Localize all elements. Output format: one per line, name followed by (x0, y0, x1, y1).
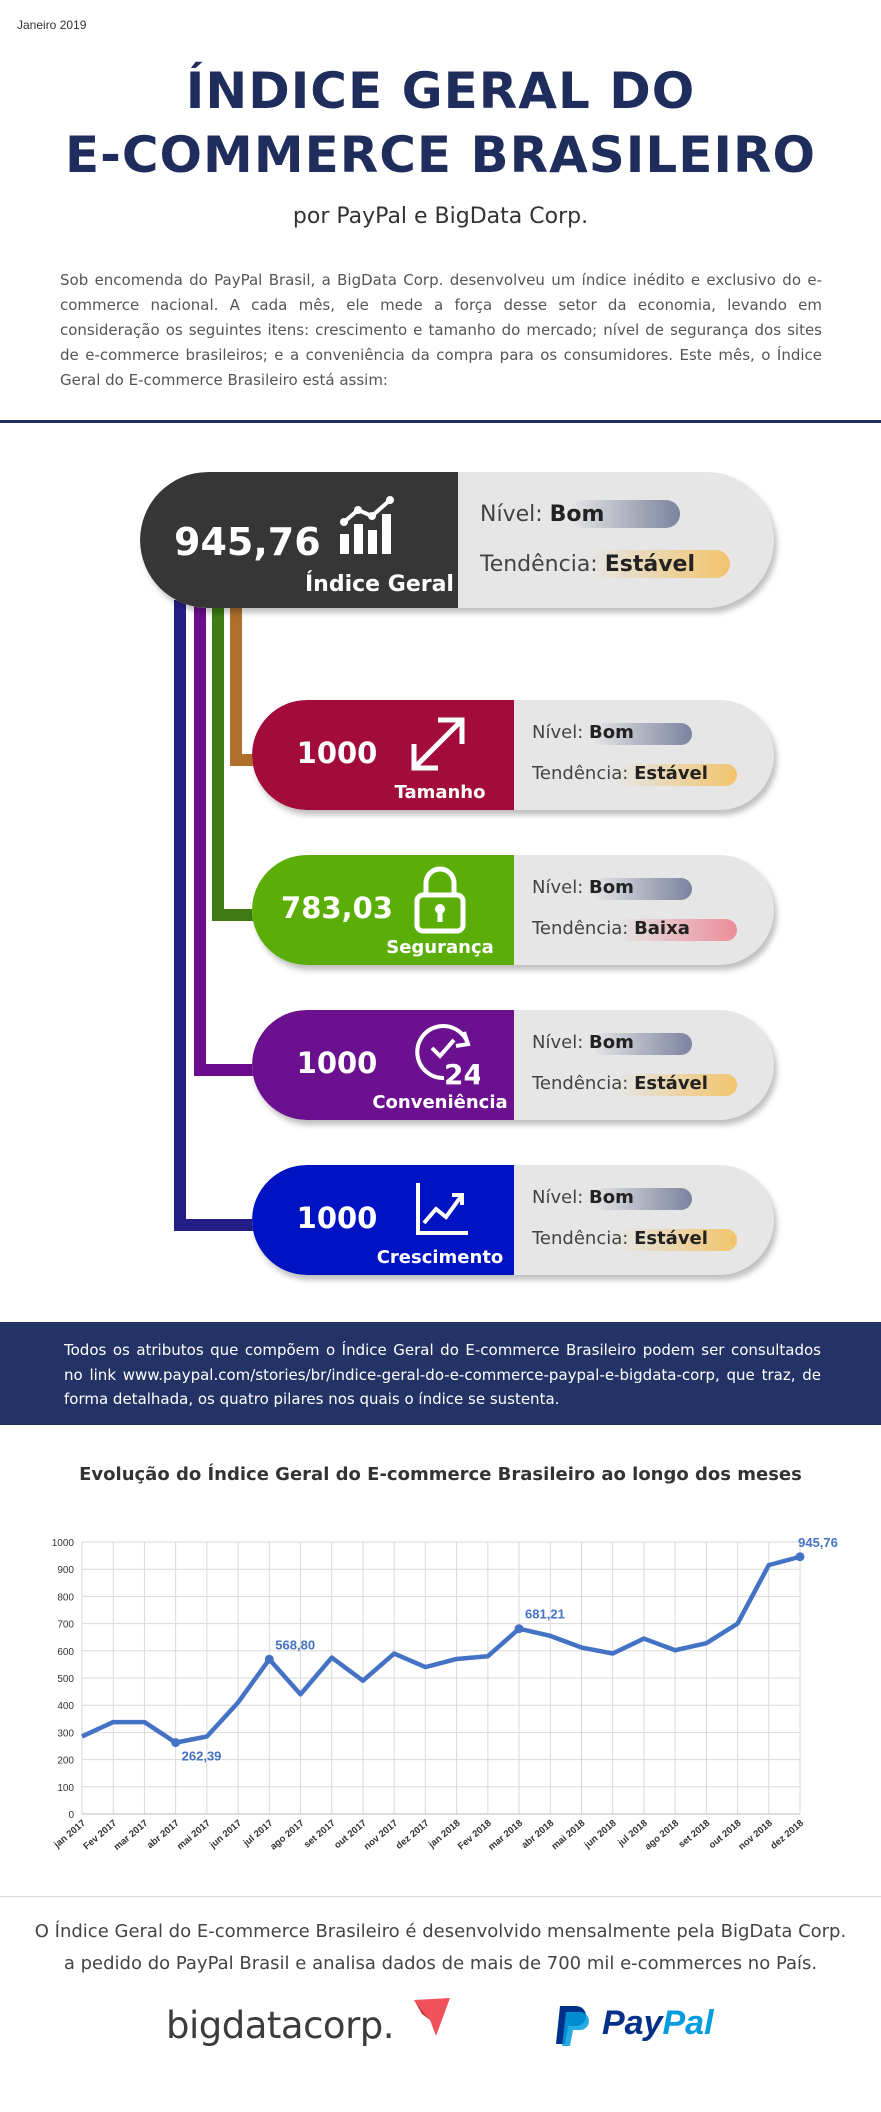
data-label: 568,80 (275, 1637, 316, 1653)
pillar-tendencia: Tendência: Baixa (532, 918, 690, 939)
pillar-nivel: Nível: Bom (532, 1032, 634, 1053)
x-tick-label: mar 2018 (486, 1817, 525, 1853)
x-tick-label: out 2018 (706, 1817, 744, 1852)
paypal-p-icon (552, 2004, 590, 2053)
pillar-card-conveniencia (252, 1010, 774, 1120)
y-tick-label: 800 (57, 1592, 74, 1604)
data-label: 681,21 (525, 1606, 565, 1622)
pillar-value: 783,03 (281, 891, 393, 925)
x-tick-label: mai 2018 (549, 1817, 588, 1853)
y-tick-label: 300 (57, 1728, 74, 1740)
pillar-nivel: Nível: Bom (532, 1187, 634, 1208)
pillar-value: 1000 (296, 1046, 378, 1080)
y-tick-label: 200 (57, 1755, 74, 1767)
connector-conveniencia (194, 600, 206, 1076)
x-tick-label: jul 2017 (241, 1817, 276, 1849)
pillar-tendencia: Tendência: Estável (532, 763, 708, 784)
x-tick-label: mar 2017 (111, 1817, 151, 1853)
x-tick-label: jan 2017 (52, 1817, 88, 1851)
connector-tamanho (230, 600, 242, 766)
subtitle: por PayPal e BigData Corp. (292, 204, 589, 229)
main-index-panel (140, 472, 458, 608)
page-title-line2: E-COMMERCE BRASILEIRO (64, 126, 817, 184)
svg-text:24: 24 (444, 1058, 480, 1088)
pillar-label: Conveniência (372, 1092, 508, 1113)
pillar-panel (252, 1010, 514, 1120)
pillar-value: 1000 (296, 736, 378, 770)
x-tick-label: nov 2017 (361, 1817, 401, 1853)
x-tick-label: set 2018 (676, 1817, 713, 1851)
main-index-label: Índice Geral (305, 572, 454, 597)
main-index-value: 945,76 (174, 520, 321, 564)
bigdatacorp-arrow-icon (410, 1996, 452, 2045)
pillar-label: Segurança (386, 937, 494, 958)
x-tick-label: Fev 2018 (455, 1817, 494, 1853)
pillar-label: Tamanho (394, 782, 486, 803)
pillar-value: 1000 (296, 1201, 378, 1235)
main-nivel: Nível: Bom (480, 502, 605, 527)
x-tick-label: abr 2018 (519, 1817, 557, 1852)
pillar-nivel: Nível: Bom (532, 877, 634, 898)
pillar-panel (252, 855, 514, 965)
info-band-text: Todos os atributos que compõem o Índice Geral do E-commerce Brasileiro podem ser consultados no link www.paypal.com/stories/br/indice-geral-do-e-commerce-paypal-e-bigdata-corp, que traz, de forma detalhada, os quatro pilares nos quais o índice se sustenta. (64, 1341, 821, 1408)
x-tick-label: dez 2017 (393, 1817, 432, 1852)
bar-chart-trend-icon (336, 494, 400, 563)
x-tick-label: abr 2017 (144, 1817, 182, 1852)
page-title-line1: ÍNDICE GERAL DO (185, 62, 696, 120)
data-point (171, 1738, 180, 1747)
x-tick-label: mai 2017 (174, 1817, 213, 1853)
report-date: Janeiro 2019 (17, 18, 87, 32)
footer-line2: a pedido do PayPal Brasil e analisa dados de mais de 700 mil e-commerces no País. (63, 1953, 818, 1974)
pillar-card-tamanho (252, 700, 774, 810)
intro-paragraph: Sob encomenda do PayPal Brasil, a BigData Corp. desenvolveu um índice inédito e exclusivo do e-commerce nacional. A cada mês, ele mede a força desse setor da economia, levando em consideração os seguintes itens: crescimento e tamanho do mercado; nível de segurança dos sites de e-commerce brasileiros; e a conveniência da compra para os consumidores. Este mês, o Índice Geral do E-commerce Brasileiro está assim: (60, 271, 822, 389)
main-index-card (140, 472, 774, 608)
y-tick-label: 400 (57, 1701, 74, 1713)
connector-seguranca (212, 600, 224, 921)
padlock-icon (412, 863, 468, 940)
footer-divider (0, 1896, 881, 1897)
x-tick-label: jul 2018 (616, 1817, 650, 1849)
y-tick-label: 500 (57, 1674, 74, 1685)
footer-line1: O Índice Geral do E-commerce Brasileiro é desenvolvido mensalmente pela BigData Corp. (34, 1921, 847, 1942)
x-tick-label: set 2017 (301, 1817, 338, 1851)
x-tick-label: out 2017 (332, 1817, 369, 1852)
y-tick-label: 600 (57, 1646, 74, 1658)
data-point (265, 1655, 274, 1664)
data-point (515, 1624, 524, 1633)
x-tick-label: ago 2018 (642, 1817, 682, 1853)
x-tick-label: jun 2017 (207, 1817, 245, 1851)
paypal-logo: PayPal (602, 2004, 714, 2042)
data-label: 262,39 (181, 1748, 222, 1764)
info-band (0, 1322, 881, 1425)
data-point (796, 1552, 805, 1561)
x-tick-label: Fev 2017 (81, 1817, 120, 1853)
divider (0, 420, 881, 423)
connector-crescimento (174, 600, 186, 1231)
x-tick-label: jun 2018 (582, 1817, 619, 1851)
line-chart (0, 1500, 881, 1880)
x-tick-label: ago 2017 (268, 1817, 307, 1853)
pillar-tendencia: Tendência: Estável (532, 1073, 708, 1094)
pillar-tendencia: Tendência: Estável (532, 1228, 708, 1249)
y-tick-label: 0 (68, 1810, 74, 1821)
data-label: 945,76 (798, 1534, 838, 1550)
x-tick-label: dez 2018 (768, 1817, 806, 1852)
x-tick-label: jan 2018 (426, 1817, 463, 1851)
pillar-label: Crescimento (376, 1247, 504, 1268)
y-tick-label: 700 (57, 1619, 74, 1631)
x-tick-label: nov 2018 (736, 1817, 775, 1853)
connector-crescimento-h (174, 1219, 264, 1231)
pillar-nivel: Nível: Bom (532, 722, 634, 743)
y-tick-label: 100 (57, 1782, 74, 1794)
pillar-panel (252, 1165, 514, 1275)
pillar-card-crescimento (252, 1165, 774, 1275)
pillar-card-seguranca (252, 855, 774, 965)
chart-title: Evolução do Índice Geral do E-commerce Brasileiro ao longo dos meses (79, 1464, 802, 1485)
y-tick-label: 900 (57, 1565, 74, 1577)
bigdatacorp-logo: bigdatacorp. (166, 2004, 395, 2047)
footer-text (0, 1916, 881, 1980)
clock-24-icon (410, 1018, 480, 1093)
expand-arrows-icon (402, 708, 474, 783)
y-tick-label: 1000 (51, 1538, 74, 1549)
pillar-panel (252, 700, 514, 810)
growth-chart-icon (412, 1179, 472, 1244)
main-tendencia: Tendência: Estável (480, 552, 696, 577)
